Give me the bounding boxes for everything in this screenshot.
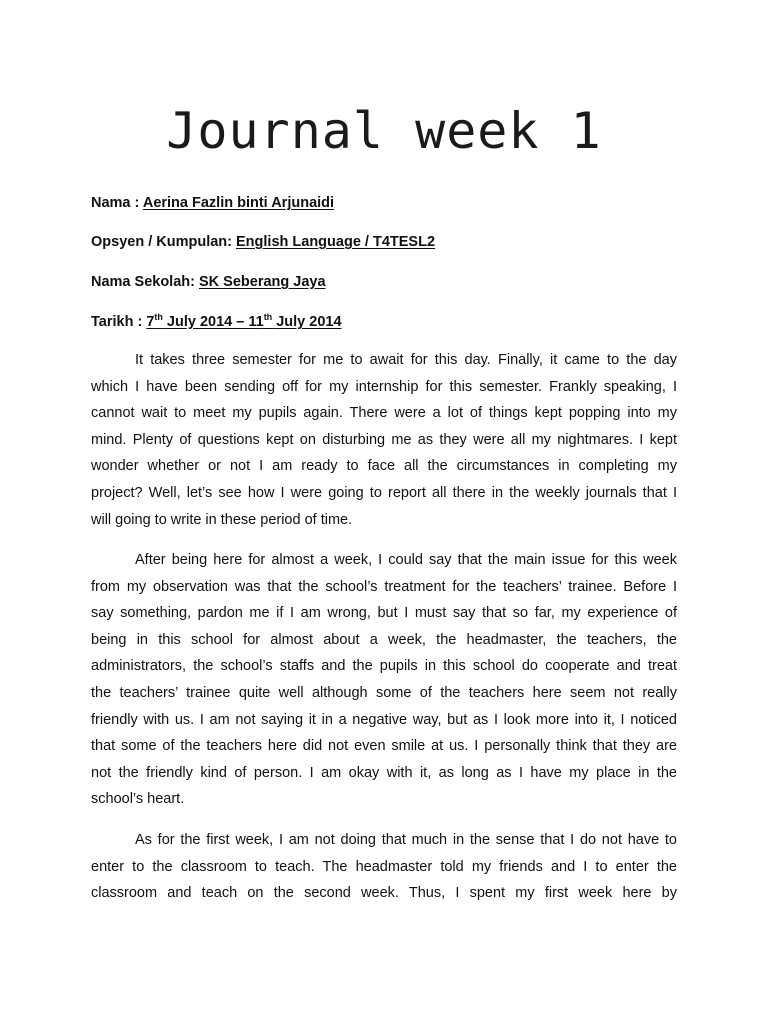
paragraph-line: It takes three semester for me to await for this day. Finally, it came to the day bbox=[135, 352, 677, 368]
paragraph-line: project? Well, let’s see how I were going to report all there in the weekly journals that I bbox=[91, 484, 677, 501]
paragraph-line: will going to write in these period of time. bbox=[91, 511, 353, 528]
paragraph-line: After being here for almost a week, I could say that the main issue for this week bbox=[135, 552, 677, 568]
opsyen-value: English Language / T4TESL2 bbox=[236, 234, 436, 250]
tarikh-end-suffix: th bbox=[263, 312, 273, 323]
paragraph-line: mind. Plenty of questions kept on disturbing me as they were all my nightmares. I kept bbox=[91, 431, 677, 448]
tarikh-label: Tarikh : bbox=[91, 314, 147, 330]
sekolah-value: SK Seberang Jaya bbox=[199, 274, 326, 290]
field-nama bbox=[91, 193, 334, 213]
paragraph-line: friendly with us. I am not saying it in a negative way, but as I look more into it, I noticed bbox=[91, 711, 677, 728]
tarikh-value bbox=[146, 314, 341, 330]
nama-label: Nama : bbox=[91, 195, 143, 211]
opsyen-label: Opsyen / Kumpulan: bbox=[91, 234, 237, 250]
tarikh-middle: July 2014 – 11 bbox=[162, 314, 264, 330]
journal-title: Journal week 1 bbox=[166, 102, 602, 160]
paragraph-3 bbox=[91, 827, 677, 907]
nama-value: Aerina Fazlin binti Arjunaidi bbox=[142, 195, 335, 211]
paragraph-line: not the friendly kind of person. I am okay with it, as long as I have my place in the bbox=[91, 764, 677, 781]
paragraph-line: say something, pardon me if I am wrong, but I must say that so far, my experience of bbox=[91, 605, 677, 622]
paragraph-line: cannot wait to meet my pupils again. There were a lot of things kept popping into my bbox=[91, 405, 677, 422]
tarikh-start-day: 7 bbox=[146, 314, 155, 330]
paragraph-line: which I have been sending off for my internship for this semester. Frankly speaking, I bbox=[91, 378, 677, 395]
paragraph-2 bbox=[91, 547, 677, 813]
tarikh-start-suffix: th bbox=[154, 312, 163, 323]
paragraph-line: being in this school for almost about a week, the headmaster, the teachers, the bbox=[91, 631, 677, 648]
paragraph-1 bbox=[91, 347, 677, 533]
paragraph-line: wonder whether or not I am ready to face all the circumstances in completing my bbox=[91, 458, 677, 475]
paragraph-line: school’s heart. bbox=[91, 791, 185, 808]
sekolah-label: Nama Sekolah: bbox=[91, 274, 199, 290]
paragraph-line: enter to the classroom to teach. The headmaster told my friends and I to enter the bbox=[91, 858, 677, 875]
paragraph-line: administrators, the school’s staffs and the pupils in this school do cooperate and treat bbox=[91, 658, 677, 675]
field-opsyen-kumpulan bbox=[91, 232, 435, 252]
paragraph-line: from my observation was that the school’s treatment for the teachers’ trainee. Before I bbox=[91, 578, 677, 595]
paragraph-line: that some of the teachers here did not even smile at us. I personally think that they are bbox=[91, 738, 677, 755]
paragraph-line: classroom and teach on the second week. Thus, I spent my first week here by bbox=[91, 885, 677, 902]
field-nama-sekolah bbox=[91, 272, 326, 292]
paragraph-line: the teachers’ trainee quite well although some of the teachers here seem not really bbox=[91, 684, 677, 701]
tarikh-end: July 2014 bbox=[272, 314, 342, 330]
paragraph-line: As for the first week, I am not doing that much in the sense that I do not have to bbox=[135, 832, 677, 848]
field-tarikh bbox=[91, 312, 342, 332]
